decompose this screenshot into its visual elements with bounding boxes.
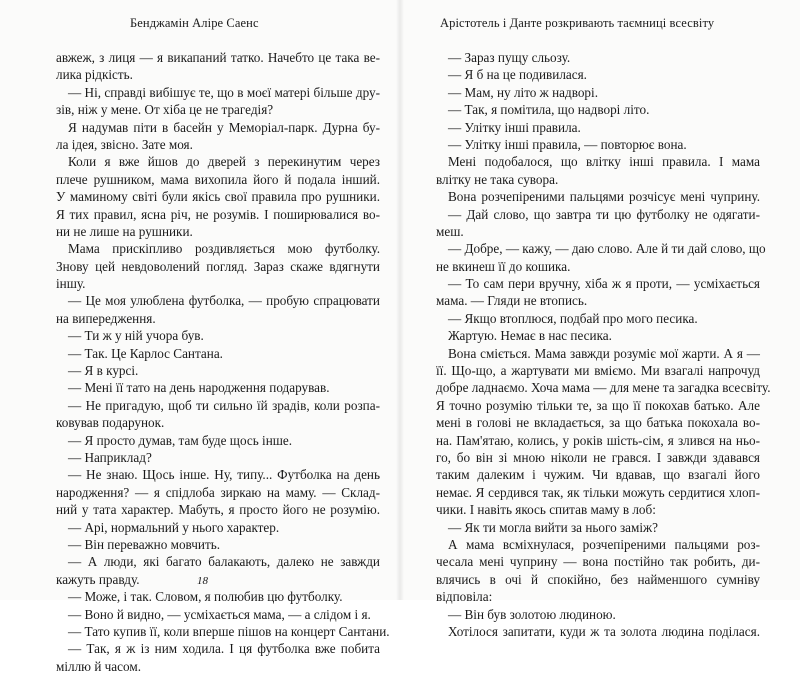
text-line: Вона розчепіреними пальцями розчісує мені чуприну. — [448, 189, 760, 205]
left-text-block — [56, 49, 390, 675]
text-line: — Мені її тато на день народження подарував. — [68, 380, 330, 396]
text-line: — Не знаю. Щось інше. Ну, типу... Футболка на день — [68, 467, 380, 483]
text-line: — Я просто думав, там буде щось інше. — [68, 432, 293, 448]
right-page — [404, 0, 800, 639]
text-line: — Мам, ну літо ж надворі. — [448, 84, 598, 100]
text-line: — Зараз пущу сльозу. — [448, 50, 571, 65]
text-line: Мені подобалося, що влітку інші правила. І мама — [448, 154, 760, 170]
text-line: ний у тата характер. Мабуть, я просто його не розумію. — [56, 502, 380, 518]
text-line: — Якщо втоплюся, подбай про мого песика. — [448, 310, 698, 326]
book-gutter — [396, 0, 404, 600]
page-number: 18 — [197, 575, 208, 587]
text-line: авжеж, з лиця — я викапаний татко. Начебто це така ве- — [56, 50, 380, 65]
text-line: — Добре, — кажу, — даю слово. Але й ти дай слово, що — [448, 241, 766, 257]
text-line: — Він був золотою людиною. — [448, 606, 616, 622]
left-running-head: Бенджамін Аліре Саенс — [130, 16, 259, 30]
text-line: зів, ніж у мене. От хіба це не трагедія? — [56, 102, 274, 118]
text-line: немає. Я сердився так, як тільки можуть сердитися хлоп- — [436, 484, 760, 500]
text-line: влітку не така сувора. — [436, 171, 559, 187]
text-line: влячись в очі й спокійно, без найменшого сумніву — [436, 571, 760, 587]
text-line: — Так. Це Карлос Сантана. — [68, 345, 223, 361]
text-line: — Може, і так. Словом, я полюбив цю футболку. — [68, 589, 343, 605]
text-line: Жартую. Немає в нас песика. — [448, 328, 612, 344]
text-line: ни не лише на рушники. — [56, 223, 193, 239]
text-line: го, бо він зі мною ніколи не грався. І завжди здавався — [436, 449, 760, 465]
text-line: — Він переважно мовчить. — [68, 536, 221, 552]
text-line: — Дай слово, що завтра ти цю футболку не одягати- — [448, 206, 760, 222]
text-line: — Ні, справді вибішує те, що в моєї матері більше дру- — [68, 84, 380, 100]
text-line: — Я в курсі. — [68, 363, 139, 379]
text-line: кажуть правду. — [56, 571, 140, 587]
text-line: народження? — я спідлоба зиркаю на маму. — Склад- — [56, 484, 380, 500]
text-line: — Улітку інші правила. — [448, 119, 581, 135]
text-line: — Це моя улюблена футболка, — пробую спрацювати — [68, 293, 380, 309]
text-line: Я надумав піти в басейн у Меморіал-парк. Дурна бу- — [68, 119, 380, 135]
text-line: Хотілося запитати, куди ж та золота людина поділася. — [448, 623, 760, 639]
text-line: таким далеким і чужим. Чи вдавав, що взагалі його — [436, 467, 760, 483]
left-page — [0, 0, 396, 674]
text-line: — А люди, які багато балакають, далеко не завжди — [68, 554, 380, 570]
text-line: ла ідея, звісно. Зате моя. — [56, 136, 193, 152]
text-line: чесала мені чуприну — вона постійно так робить, ди- — [436, 554, 760, 570]
text-line: Вона сміється. Мама завжди розуміє мої жарти. А я — — [448, 345, 760, 361]
right-text-block — [436, 49, 771, 640]
text-line: на випередження. — [56, 310, 156, 326]
text-line: лика рідкість. — [56, 67, 133, 83]
text-line: — Так, я помітила, що надворі літо. — [448, 102, 650, 118]
right-running-head: Арістотель і Данте розкривають таємниці всесвіту — [440, 16, 715, 30]
text-line: — Так, я ж із ним ходила. І ця футболка вже побита — [68, 641, 380, 657]
text-line: У маминому світі були якісь свої правила про рушники. — [56, 189, 380, 205]
text-line: — То сам пери вручну, хіба ж я проти, — усміхається — [448, 276, 760, 292]
text-line: Коли я вже йшов до дверей з перекинутим через — [68, 154, 380, 170]
text-line: мені в голові не вкладається, за що батька покохала во- — [436, 415, 760, 431]
text-line: плече рушником, мама вихопила його й подала інший. — [56, 171, 380, 187]
text-line: Знову цей невдоволений погляд. Зараз скаже вдягнути — [56, 258, 380, 274]
text-line: — Наприклад? — [68, 449, 152, 465]
text-line: міллю й часом. — [56, 658, 141, 674]
text-line: іншу. — [56, 276, 86, 292]
text-line: її. Що-що, а жартувати ми вміємо. Ми взагалі напрочуд — [436, 363, 760, 379]
text-line: — Улітку інші правила, — повторює вона. — [448, 136, 687, 152]
text-line: — Я б на це подивилася. — [448, 67, 587, 83]
text-line: А мама всміхнулася, розчепіреними пальцями роз- — [448, 536, 760, 552]
text-line: — Арі, нормальний у нього характер. — [68, 519, 280, 535]
text-line: меш. — [436, 223, 464, 239]
text-line: — Не пригадую, щоб ти сильно їй зрадів, коли розпа- — [68, 397, 380, 413]
text-line: Я точно розумію тільки те, за що її покохав батько. Але — [436, 397, 760, 413]
text-line: на. Пам'ятаю, колись, у років шість-сім, я злився на ньо- — [436, 432, 760, 448]
text-line: — Тато купив її, коли вперше пішов на концерт Сантани. — [68, 623, 390, 639]
text-line: чики. І навіть якось спитав маму в лоб: — [436, 502, 656, 518]
text-line: ковував подарунок. — [56, 415, 165, 431]
text-line: — Воно й видно, — усміхається мама, — а слідом і я. — [68, 606, 371, 622]
text-line: мама. — Гляди не втопись. — [436, 293, 588, 309]
text-line: Мама прискіпливо роздивляється мою футболку. — [68, 241, 380, 257]
text-line: не вкинеш її до кошика. — [436, 258, 571, 274]
text-line: Я тих правил, ясна річ, не розумів. І поширювалися во- — [56, 206, 380, 222]
text-line: відповіла: — [436, 589, 493, 605]
text-line: добре ладнаємо. Хоча мама — для мене та загадка всесвіту. — [436, 380, 771, 396]
text-line: — Ти ж у ній учора був. — [68, 328, 204, 344]
text-line: — Як ти могла вийти за нього заміж? — [448, 519, 659, 535]
